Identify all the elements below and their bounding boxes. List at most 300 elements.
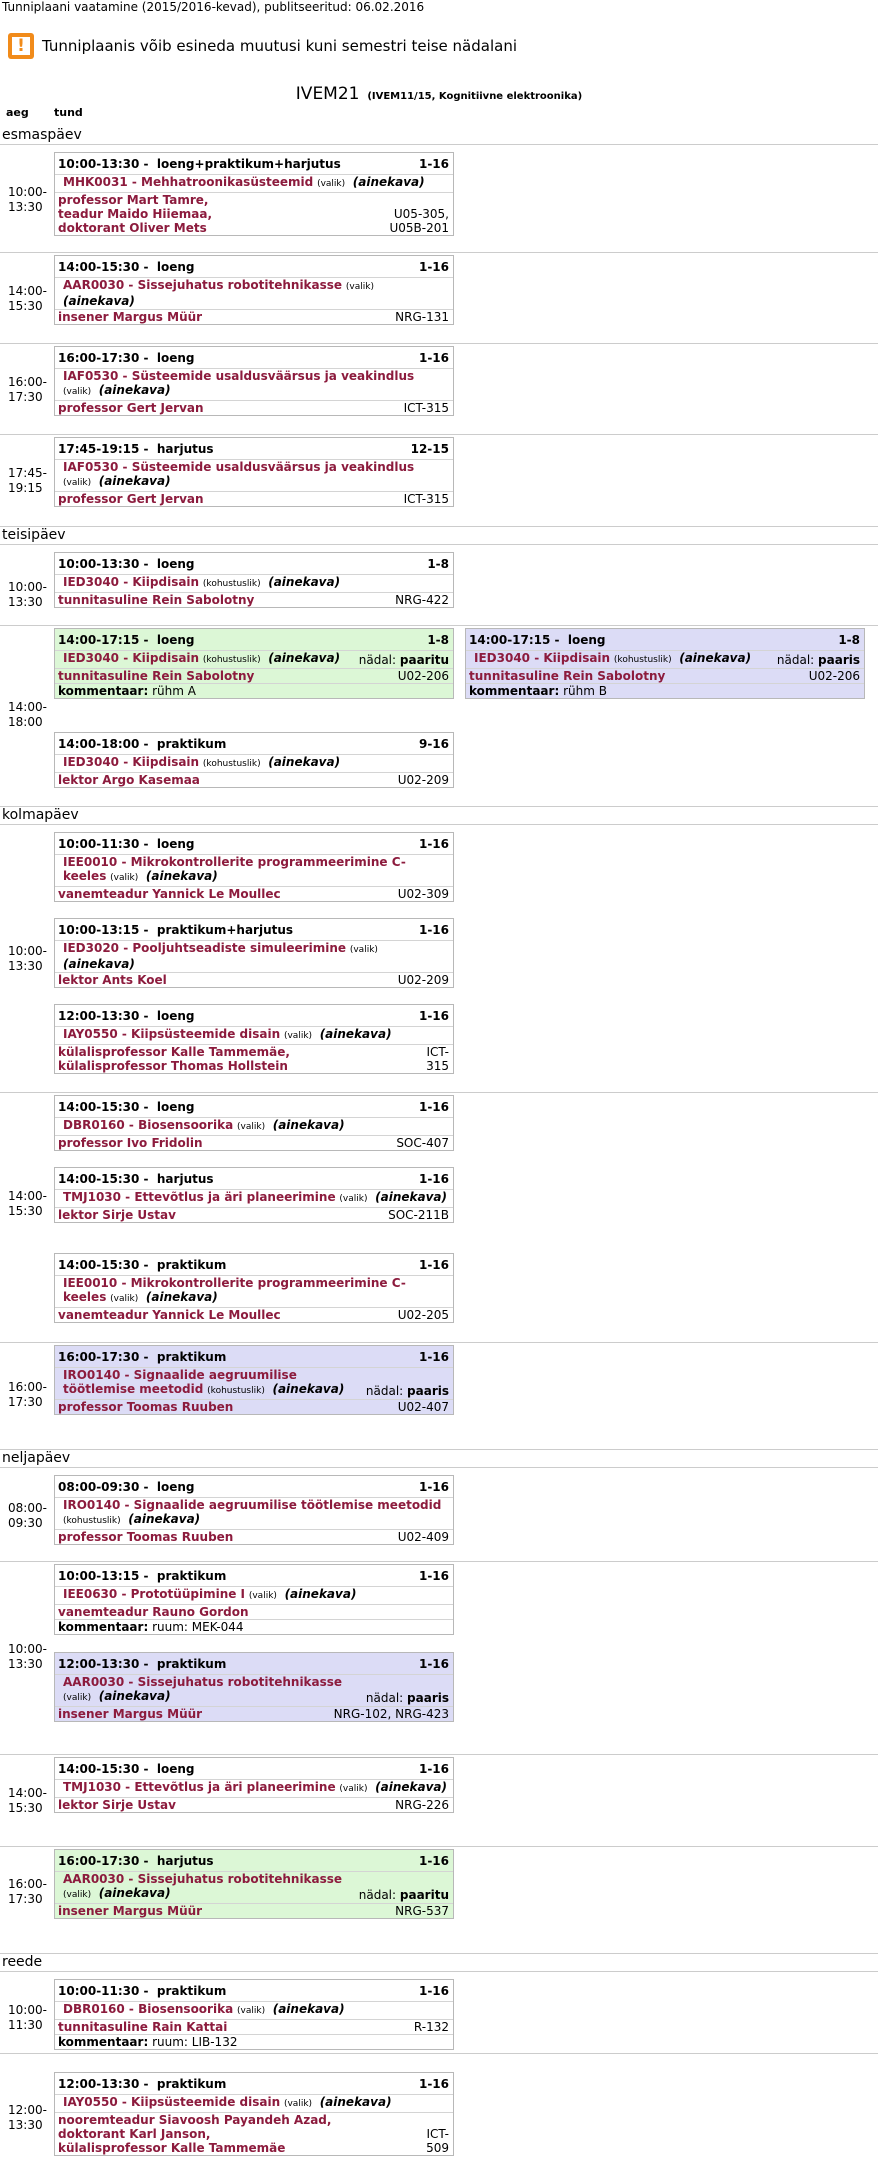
lesson-weeks: 1-16 [418, 1099, 449, 1114]
teacher-names[interactable]: tunnitasuline Rein Sabolotny [469, 669, 666, 683]
course-kind: (valik) [63, 1693, 92, 1703]
comment-text: rühm A [152, 684, 196, 698]
ainekava-link[interactable]: (ainekava) [98, 1886, 171, 1900]
lesson-type: loeng [156, 259, 195, 274]
lesson-weeks: 1-16 [418, 2076, 449, 2091]
lesson-course: IEE0010 - Mikrokontrollerite programmeerimine C-keeles (valik) (ainekava) [55, 1276, 453, 1308]
teacher-names[interactable]: insener Margus Müür [58, 310, 203, 324]
ainekava-link[interactable]: (ainekava) [268, 755, 341, 769]
lesson-time: 08:00-09:30 [58, 1479, 140, 1494]
ainekava-link[interactable]: (ainekava) [352, 175, 425, 189]
slot-time: 14:00- 15:30 [8, 1786, 47, 1815]
column-header-time: aeg [6, 106, 29, 119]
day-header: teisipäev [0, 527, 878, 545]
course-code-link[interactable]: IAY0550 [63, 2095, 118, 2109]
course-kind: (kohustuslik) [207, 1386, 265, 1396]
lesson-card [54, 437, 454, 507]
lesson-card [465, 628, 865, 699]
lesson-header: 14:00-15:30 - harjutus 1-16 [55, 1168, 453, 1190]
course-name-link[interactable]: Signaalide aegruumilise töötlemise meetodid [63, 1368, 297, 1396]
lesson-time: 12:00-13:30 [58, 1656, 140, 1671]
course-kind: (valik) [283, 2099, 313, 2109]
room-codes: U02-209 [397, 773, 449, 787]
week-parity-value: paaritu [399, 1888, 449, 1902]
course-code-link[interactable]: TMJ1030 [63, 1190, 121, 1204]
lesson-header: 10:00-13:30 - loeng+praktikum+harjutus 1-16 [55, 153, 453, 175]
course-kind: (valik) [339, 1194, 368, 1204]
ainekava-link[interactable]: (ainekava) [128, 1512, 201, 1526]
teacher-names[interactable]: professor Ivo Fridolin [58, 1136, 203, 1150]
lesson-header: 10:00-11:30 - praktikum 1-16 [55, 1980, 453, 2002]
course-kind: (kohustuslik) [202, 579, 261, 589]
ainekava-link[interactable]: (ainekava) [375, 1190, 447, 1204]
lesson-course: DBR0160 - Biosensoorika (valik) (ainekava) [55, 1118, 453, 1136]
lesson-type: harjutus [156, 1853, 214, 1868]
day-header: neljapäev [0, 1450, 878, 1468]
slot-time: 14:00- 15:30 [8, 1189, 47, 1218]
lesson-weeks: 9-16 [418, 736, 449, 751]
lesson-course: IRO0140 - Signaalide aegruumilise töötlemise meetodid (kohustuslik) (ainekava) [55, 1498, 453, 1530]
room-codes: NRG-422 [395, 593, 449, 607]
course-code-link[interactable]: IED3040 [474, 651, 531, 665]
room-codes: U02-309 [397, 887, 449, 901]
lesson-type: praktikum [156, 2076, 227, 2091]
comment-label: kommentaar: [58, 684, 149, 698]
course-code-link[interactable]: AAR0030 [63, 1675, 125, 1689]
room-codes: ICT-315 [403, 401, 449, 415]
lesson-teachers-row [55, 1798, 453, 1812]
lesson-header: 14:00-15:30 - loeng 1-16 [55, 1758, 453, 1780]
exclamation-icon: ! [8, 33, 34, 59]
ainekava-link[interactable]: (ainekava) [98, 474, 171, 488]
course-code-link[interactable]: IAF0530 [63, 460, 119, 474]
lesson-teachers-row [55, 401, 453, 415]
course-name-link[interactable]: Biosensoorika [138, 2002, 234, 2016]
ainekava-link[interactable]: (ainekava) [145, 869, 218, 883]
lesson-header: 16:00-17:30 - loeng 1-16 [55, 347, 453, 369]
course-kind: (kohustuslik) [613, 655, 672, 665]
lesson-header: 10:00-11:30 - loeng 1-16 [55, 833, 453, 855]
teacher-names[interactable]: professor Gert Jervan [58, 492, 204, 506]
teacher-names[interactable]: lektor Ants Koel [58, 973, 167, 987]
teacher-names[interactable]: tunnitasuline Rain Kattai [58, 2020, 228, 2034]
course-kind: (kohustuslik) [63, 1516, 121, 1526]
lesson-card [54, 732, 454, 788]
lesson-time: 14:00-17:15 [58, 632, 140, 647]
room-codes: U02-205 [397, 1308, 449, 1322]
lesson-teachers-row [55, 492, 453, 506]
course-name-link[interactable]: Süsteemide usaldusväärsus ja veakindlus [131, 369, 415, 383]
lesson-type: praktikum [156, 1983, 227, 1998]
lesson-card [54, 1564, 454, 1635]
room-codes: NRG-131 [395, 310, 449, 324]
lesson-time: 10:00-13:15 [58, 1568, 140, 1583]
lesson-header: 14:00-15:30 - loeng 1-16 [55, 256, 453, 278]
lesson-time: 14:00-17:15 [469, 632, 551, 647]
comment-text: ruum: LIB-132 [152, 2035, 238, 2049]
lesson-header: 08:00-09:30 - loeng 1-16 [55, 1476, 453, 1498]
lesson-course: IED3040 - Kiipdisain (kohustuslik) (ainekava) nädal: paaritu [55, 651, 453, 669]
lesson-card [54, 1757, 454, 1813]
course-name-link[interactable]: Kiipdisain [132, 651, 200, 665]
ainekava-link[interactable]: (ainekava) [63, 294, 135, 308]
ainekava-link[interactable]: (ainekava) [268, 575, 341, 589]
lesson-weeks: 1-16 [418, 836, 449, 851]
lesson-time: 16:00-17:30 [58, 1853, 140, 1868]
course-name-link[interactable]: Sissejuhatus robotitehnikasse [137, 278, 343, 292]
lesson-teachers-row [55, 193, 453, 235]
lesson-card [54, 2072, 454, 2156]
ainekava-link[interactable]: (ainekava) [272, 1382, 345, 1396]
lesson-time: 17:45-19:15 [58, 441, 140, 456]
course-name-link[interactable]: Kiipsüsteemide disain [131, 2095, 281, 2109]
course-name-link[interactable]: Mikrokontrollerite programmeerimine C-keeles [63, 855, 406, 883]
teacher-names[interactable]: insener Margus Müür [58, 1707, 203, 1721]
slot-time: 10:00- 13:30 [8, 185, 47, 214]
ainekava-link[interactable]: (ainekava) [145, 1290, 218, 1304]
group-title [0, 84, 878, 104]
lesson-type: loeng [156, 1479, 195, 1494]
lesson-time: 10:00-11:30 [58, 836, 140, 851]
lesson-teachers-row [55, 1136, 453, 1150]
teacher-names[interactable]: lektor Argo Kasemaa [58, 773, 200, 787]
lesson-teachers-row [55, 773, 453, 787]
warning-banner [8, 31, 517, 61]
week-parity-value: paaris [818, 653, 860, 667]
lesson-course: AAR0030 - Sissejuhatus robotitehnikasse (valik) (ainekava) nädal: paaritu [55, 1872, 453, 1904]
ainekava-link[interactable]: (ainekava) [272, 2002, 345, 2016]
week-parity: nädal: paaritu [358, 1888, 449, 1902]
lesson-header: 10:00-13:15 - praktikum+harjutus 1-16 [55, 919, 453, 941]
day-header: esmaspäev [0, 127, 878, 145]
lesson-card [54, 255, 454, 325]
lesson-header: 10:00-13:15 - praktikum 1-16 [55, 1565, 453, 1587]
room-codes: U05-305, U05B-201 [389, 207, 449, 235]
lesson-weeks: 1-16 [418, 1656, 449, 1671]
course-code-link[interactable]: IED3040 [63, 651, 120, 665]
teacher-names[interactable]: professor Gert Jervan [58, 401, 204, 415]
course-name-link[interactable]: Kiipdisain [132, 575, 200, 589]
teacher-names[interactable]: professor Toomas Ruuben [58, 1400, 234, 1414]
lesson-course: AAR0030 - Sissejuhatus robotitehnikasse (valik) (ainekava) nädal: paaris [55, 1675, 453, 1707]
teacher-names[interactable]: lektor Sirje Ustav [58, 1208, 176, 1222]
lesson-type: harjutus [156, 1171, 214, 1186]
lesson-card [54, 1345, 454, 1415]
lesson-type: loeng [156, 556, 195, 571]
course-name-link[interactable]: Kiipdisain [132, 755, 200, 769]
week-parity-value: paaris [407, 1384, 449, 1398]
lesson-type: praktikum+harjutus [156, 922, 294, 937]
lesson-course: IEE0010 - Mikrokontrollerite programmeerimine C-keeles (valik) (ainekava) [55, 855, 453, 887]
course-kind: (kohustuslik) [202, 655, 261, 665]
room-codes: NRG-226 [395, 1798, 449, 1812]
lesson-card [54, 628, 454, 699]
lesson-course: IAY0550 - Kiipsüsteemide disain (valik) (ainekava) [55, 2095, 453, 2113]
room-codes: SOC-407 [396, 1136, 449, 1150]
room-codes: SOC-211B [388, 1208, 449, 1222]
lesson-weeks: 1-16 [418, 1983, 449, 1998]
teacher-names[interactable]: professor Mart Tamre, teadur Maido Hiiemaa, doktorant Oliver Mets [58, 193, 213, 235]
slot-time: 16:00- 17:30 [8, 375, 47, 404]
lesson-time: 16:00-17:30 [58, 350, 140, 365]
course-name-link[interactable]: Süsteemide usaldusväärsus ja veakindlus [131, 460, 415, 474]
lesson-card [54, 918, 454, 988]
lesson-time: 10:00-13:15 [58, 922, 140, 937]
week-parity: nädal: paaris [776, 653, 860, 667]
room-codes: U02-407 [397, 1400, 449, 1414]
lesson-teachers-row [55, 973, 453, 987]
lesson-type: loeng [156, 1099, 195, 1114]
lesson-header: 12:00-13:30 - praktikum 1-16 [55, 2073, 453, 2095]
room-codes: NRG-537 [395, 1904, 449, 1918]
lesson-time: 14:00-15:30 [58, 1761, 140, 1776]
lesson-header: 14:00-15:30 - praktikum 1-16 [55, 1254, 453, 1276]
lesson-course: MHK0031 - Mehhatroonikasüsteemid (valik) (ainekava) [55, 175, 453, 193]
course-kind: (kohustuslik) [202, 759, 261, 769]
lesson-weeks: 1-16 [418, 1171, 449, 1186]
lesson-teachers-row [55, 1904, 453, 1918]
lesson-course: TMJ1030 - Ettevõtlus ja äri planeerimine (valik) (ainekava) [55, 1780, 453, 1798]
ainekava-link[interactable]: (ainekava) [375, 1780, 447, 1794]
week-parity: nädal: paaris [365, 1691, 449, 1705]
room-codes: U02-206 [397, 669, 449, 683]
course-name-link[interactable]: Kiipdisain [543, 651, 611, 665]
lesson-weeks: 1-16 [418, 1008, 449, 1023]
teacher-names[interactable]: lektor Sirje Ustav [58, 1798, 176, 1812]
lesson-weeks: 1-16 [418, 156, 449, 171]
slot-time: 10:00- 13:30 [8, 1642, 47, 1671]
lesson-card [54, 832, 454, 902]
lesson-type: harjutus [156, 441, 214, 456]
group-detail: (IVEM11/15, Kognitiivne elektroonika) [367, 91, 583, 102]
room-codes: R-132 [413, 2020, 449, 2034]
lesson-type: loeng [156, 350, 195, 365]
teacher-names[interactable]: tunnitasuline Rein Sabolotny [58, 669, 255, 683]
lesson-weeks: 1-16 [418, 1568, 449, 1583]
lesson-course: IED3020 - Pooljuhtseadiste simuleerimine (valik) (ainekava) [55, 941, 453, 973]
lesson-header: 14:00-15:30 - loeng 1-16 [55, 1096, 453, 1118]
lesson-weeks: 1-16 [418, 1257, 449, 1272]
lesson-header: 12:00-13:30 - loeng 1-16 [55, 1005, 453, 1027]
course-code-link[interactable]: AAR0030 [63, 1872, 125, 1886]
teacher-names[interactable]: nooremteadur Siavoosh Payandeh Azad, doktorant Karl Janson, külalisprofessor Kalle Tammemäe [58, 2113, 332, 2155]
course-code-link[interactable]: IEE0630 [63, 1587, 118, 1601]
course-code-link[interactable]: IED3040 [63, 755, 120, 769]
course-name-link[interactable]: Ettevõtlus ja äri planeerimine [134, 1780, 336, 1794]
course-name-link[interactable]: Ettevõtlus ja äri planeerimine [134, 1190, 336, 1204]
lesson-header: 12:00-13:30 - praktikum 1-16 [55, 1653, 453, 1675]
course-code-link[interactable]: IAF0530 [63, 369, 119, 383]
week-parity: nädal: paaritu [358, 653, 449, 667]
lesson-weeks: 1-16 [418, 1479, 449, 1494]
lesson-card [54, 1849, 454, 1919]
lesson-weeks: 1-16 [418, 922, 449, 937]
lesson-time: 12:00-13:30 [58, 2076, 140, 2091]
course-name-link[interactable]: Sissejuhatus robotitehnikasse [137, 1872, 343, 1886]
week-parity: nädal: paaris [365, 1384, 449, 1398]
ainekava-link[interactable]: (ainekava) [98, 1689, 171, 1703]
course-name-link[interactable]: Mehhatroonikasüsteemid [141, 175, 314, 189]
lesson-course: IRO0140 - Signaalide aegruumilise töötlemise meetodid (kohustuslik) (ainekava) nädal: paaris [55, 1368, 453, 1400]
lesson-card [54, 1167, 454, 1223]
lesson-teachers-row [55, 887, 453, 901]
lesson-comment [55, 1620, 453, 1634]
lesson-teachers-row [55, 2113, 453, 2155]
room-codes: ICT-315 [403, 492, 449, 506]
slot-time: 16:00- 17:30 [8, 1877, 47, 1906]
lesson-course: IED3040 - Kiipdisain (kohustuslik) (ainekava) [55, 575, 453, 593]
lesson-type: loeng [156, 1761, 195, 1776]
room-codes: ICT- 509 [426, 2127, 449, 2155]
week-parity-value: paaritu [399, 653, 449, 667]
lesson-teachers-row [55, 1605, 453, 1620]
course-kind: (valik) [110, 1294, 139, 1304]
ainekava-link[interactable]: (ainekava) [284, 1587, 357, 1601]
ainekava-link[interactable]: (ainekava) [63, 957, 135, 971]
lesson-teachers-row [55, 1707, 453, 1721]
lesson-weeks: 1-16 [418, 259, 449, 274]
comment-text: rühm B [563, 684, 607, 698]
lesson-header: 14:00-17:15 - loeng 1-8 [55, 629, 453, 651]
teacher-names[interactable]: insener Margus Müür [58, 1904, 203, 1918]
lesson-time: 12:00-13:30 [58, 1008, 140, 1023]
course-name-link[interactable]: Pooljuhtseadiste simuleerimine [132, 941, 347, 955]
lesson-type: praktikum [156, 1656, 227, 1671]
lesson-comment [55, 684, 453, 698]
course-kind: (valik) [248, 1591, 277, 1601]
teacher-names[interactable]: vanemteadur Rauno Gordon [58, 1605, 249, 1619]
group-code: IVEM21 [295, 84, 360, 104]
course-kind: (valik) [283, 1031, 313, 1041]
course-kind: (valik) [110, 873, 139, 883]
lesson-weeks: 1-16 [418, 1853, 449, 1868]
lesson-weeks: 1-8 [838, 632, 860, 647]
course-code-link[interactable]: IEE0010 [63, 855, 118, 869]
warning-text: Tunniplaanis võib esineda muutusi kuni semestri teise nädalani [42, 37, 517, 55]
slot-time: 14:00- 15:30 [8, 284, 47, 313]
course-code-link[interactable]: DBR0160 [63, 2002, 125, 2016]
room-codes: U02-409 [397, 1530, 449, 1544]
lesson-course: IAY0550 - Kiipsüsteemide disain (valik) (ainekava) [55, 1027, 453, 1045]
lesson-weeks: 12-15 [410, 441, 449, 456]
ainekava-link[interactable]: (ainekava) [319, 2095, 392, 2109]
course-kind: (valik) [317, 179, 346, 189]
slot-time: 10:00- 13:30 [8, 944, 47, 973]
lesson-teachers-row [55, 310, 453, 324]
course-code-link[interactable]: AAR0030 [63, 278, 125, 292]
course-kind: (valik) [345, 282, 374, 292]
course-kind: (valik) [339, 1784, 368, 1794]
room-codes: NRG-102, NRG-423 [333, 1707, 449, 1721]
room-codes: U02-206 [808, 669, 860, 683]
teacher-names[interactable]: professor Toomas Ruuben [58, 1530, 234, 1544]
course-name-link[interactable]: Prototüüpimine I [130, 1587, 246, 1601]
lesson-weeks: 1-8 [427, 632, 449, 647]
lesson-teachers-row [55, 669, 453, 684]
lesson-card [54, 1095, 454, 1151]
course-code-link[interactable]: IRO0140 [63, 1498, 121, 1512]
teacher-names[interactable]: vanemteadur Yannick Le Moullec [58, 887, 281, 901]
course-name-link[interactable]: Mikrokontrollerite programmeerimine C-keeles [63, 1276, 406, 1304]
ainekava-link[interactable]: (ainekava) [679, 651, 752, 665]
lesson-header: 10:00-13:30 - loeng 1-8 [55, 553, 453, 575]
lesson-course: IED3040 - Kiipdisain (kohustuslik) (ainekava) nädal: paaris [466, 651, 864, 669]
lesson-header: 14:00-18:00 - praktikum 9-16 [55, 733, 453, 755]
lesson-teachers-row [55, 1208, 453, 1222]
lesson-header: 14:00-17:15 - loeng 1-8 [466, 629, 864, 651]
course-code-link[interactable]: DBR0160 [63, 1118, 125, 1132]
course-name-link[interactable]: Biosensoorika [138, 1118, 234, 1132]
teacher-names[interactable]: külalisprofessor Kalle Tammemäe, külalisprofessor Thomas Hollstein [58, 1045, 290, 1073]
course-name-link[interactable]: Signaalide aegruumilise töötlemise meetodid [133, 1498, 442, 1512]
lesson-time: 10:00-13:30 [58, 556, 140, 571]
week-parity-value: paaris [407, 1691, 449, 1705]
teacher-names[interactable]: vanemteadur Yannick Le Moullec [58, 1308, 281, 1322]
lesson-card [54, 552, 454, 608]
page-title: Tunniplaani vaatamine (2015/2016-kevad), publitseeritud: 06.02.2016 [2, 0, 425, 14]
slot-time: 10:00- 11:30 [8, 2003, 47, 2032]
lesson-type: loeng [567, 632, 606, 647]
lesson-comment [55, 2035, 453, 2049]
lesson-course: IAF0530 - Süsteemide usaldusväärsus ja veakindlus (valik) (ainekava) [55, 460, 453, 492]
lesson-course: IEE0630 - Prototüüpimine I (valik) (ainekava) [55, 1587, 453, 1605]
course-code-link[interactable]: IEE0010 [63, 1276, 118, 1290]
course-kind: (valik) [237, 1122, 266, 1132]
lesson-time: 14:00-15:30 [58, 1257, 140, 1272]
lesson-card [54, 1475, 454, 1545]
course-name-link[interactable]: Sissejuhatus robotitehnikasse [137, 1675, 343, 1689]
ainekava-link[interactable]: (ainekava) [268, 651, 341, 665]
course-code-link[interactable]: IED3020 [63, 941, 120, 955]
course-kind: (valik) [63, 1890, 92, 1900]
ainekava-link[interactable]: (ainekava) [272, 1118, 345, 1132]
course-code-link[interactable]: MHK0031 [63, 175, 128, 189]
comment-label: kommentaar: [469, 684, 560, 698]
ainekava-link[interactable]: (ainekava) [319, 1027, 392, 1041]
day-header: reede [0, 1954, 878, 1972]
course-code-link[interactable]: TMJ1030 [63, 1780, 121, 1794]
lesson-type: loeng [156, 1008, 195, 1023]
lesson-teachers-row [55, 2020, 453, 2035]
lesson-weeks: 1-16 [418, 350, 449, 365]
lesson-card [54, 1652, 454, 1722]
lesson-card [54, 152, 454, 236]
course-name-link[interactable]: Kiipsüsteemide disain [131, 1027, 281, 1041]
lesson-time: 14:00-15:30 [58, 1171, 140, 1186]
lesson-type: praktikum [156, 1257, 227, 1272]
lesson-teachers-row [55, 1045, 453, 1073]
course-code-link[interactable]: IED3040 [63, 575, 120, 589]
course-code-link[interactable]: IRO0140 [63, 1368, 121, 1382]
lesson-course: IED3040 - Kiipdisain (kohustuslik) (ainekava) [55, 755, 453, 773]
lesson-teachers-row [466, 669, 864, 684]
slot-time: 16:00- 17:30 [8, 1380, 47, 1409]
teacher-names[interactable]: tunnitasuline Rein Sabolotny [58, 593, 255, 607]
lesson-weeks: 1-16 [418, 1761, 449, 1776]
room-codes: U02-209 [397, 973, 449, 987]
course-code-link[interactable]: IAY0550 [63, 1027, 118, 1041]
lesson-teachers-row [55, 1530, 453, 1544]
lesson-header: 16:00-17:30 - harjutus 1-16 [55, 1850, 453, 1872]
ainekava-link[interactable]: (ainekava) [98, 383, 171, 397]
lesson-teachers-row [55, 1400, 453, 1414]
lesson-type: praktikum [156, 1568, 227, 1583]
lesson-card [54, 346, 454, 416]
comment-label: kommentaar: [58, 1620, 149, 1634]
lesson-time: 14:00-18:00 [58, 736, 140, 751]
lesson-teachers-row [55, 1308, 453, 1322]
lesson-type: loeng [156, 632, 195, 647]
